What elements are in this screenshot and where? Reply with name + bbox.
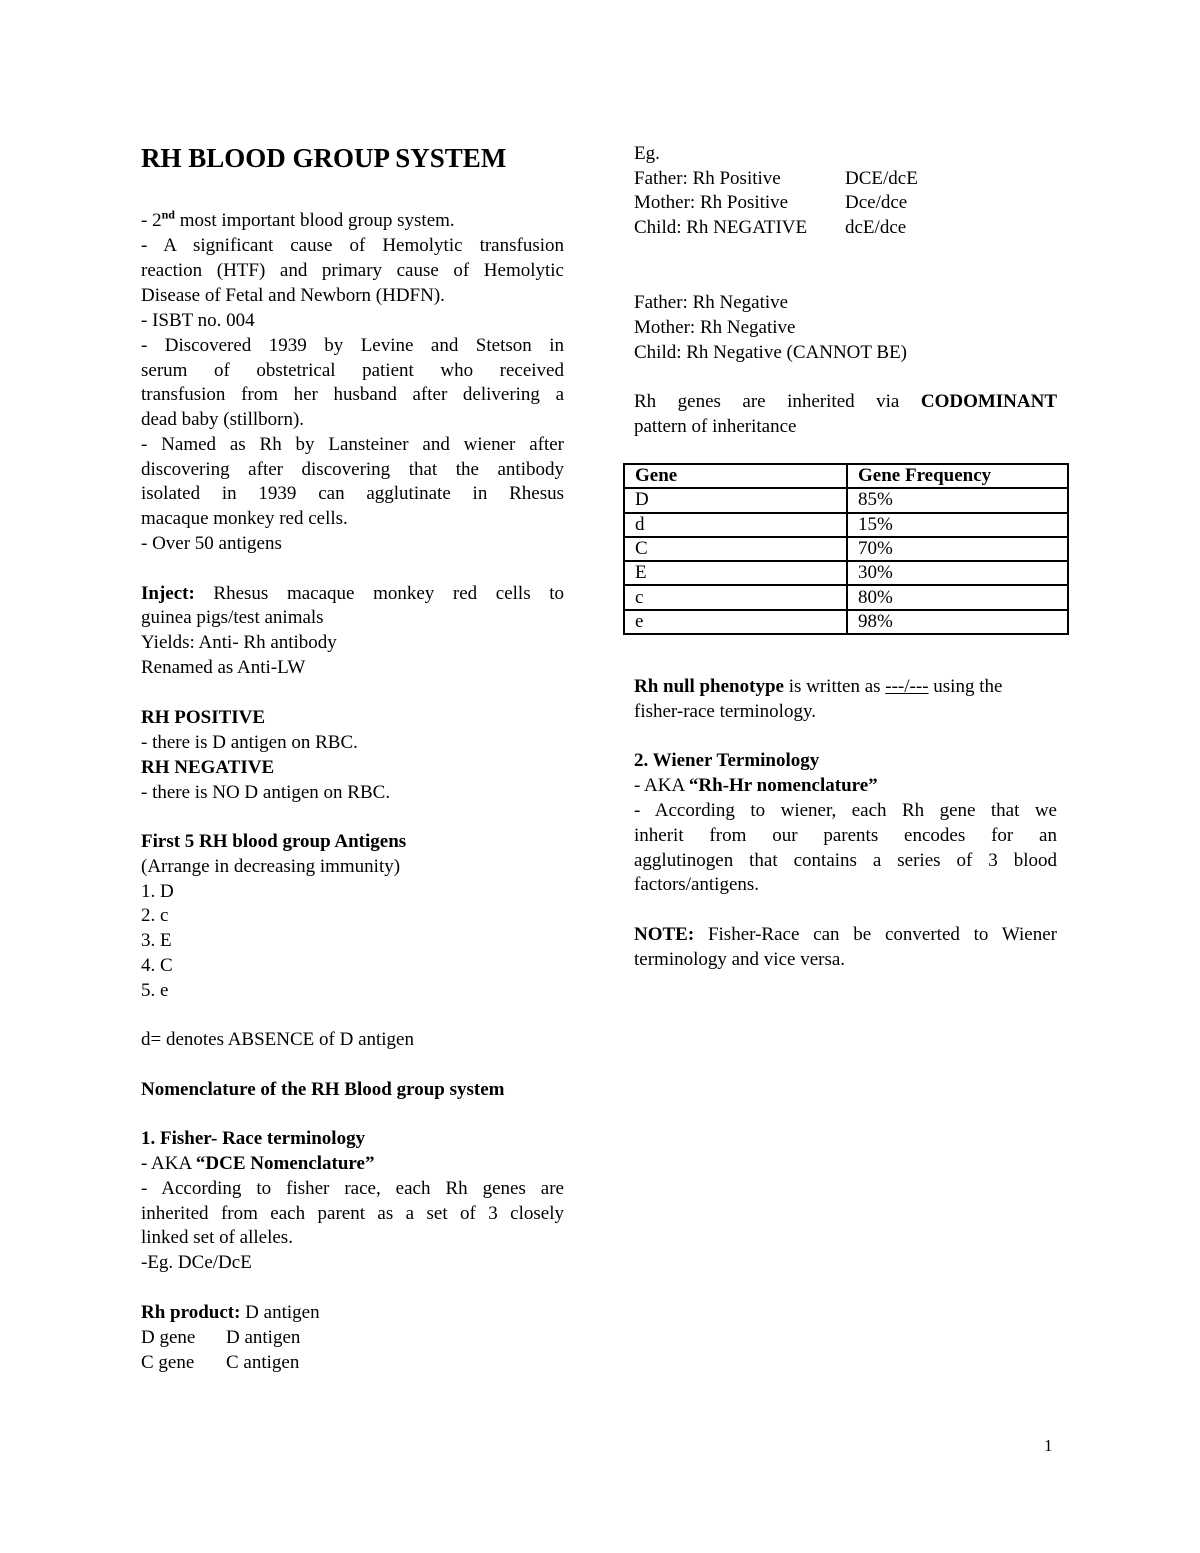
intro-line-2: - A significant cause of Hemolytic transfusion [141, 235, 564, 256]
page-title: RH BLOOD GROUP SYSTEM [141, 143, 507, 173]
inject-line-2: guinea pigs/test animals [141, 607, 324, 628]
table-row [624, 537, 1068, 561]
table-row [624, 513, 1068, 537]
inject-line-3: Yields: Anti- Rh antibody [141, 632, 337, 653]
table-header-frequency: Gene Frequency [847, 464, 1068, 488]
fisher-line-4: -Eg. DCe/DcE [141, 1252, 252, 1273]
table-cell: c [624, 585, 847, 609]
wiener-line-4: factors/antigens. [634, 874, 760, 895]
intro-line-8: transfusion from her husband after delivering a [141, 384, 564, 405]
antigens-subheading: (Arrange in decreasing immunity) [141, 856, 401, 877]
codominant-line-2: pattern of inheritance [634, 416, 797, 437]
example2-line: Mother: Rh Negative [634, 317, 796, 338]
intro-line-1: - 2nd most important blood group system. [141, 207, 455, 231]
table-row [624, 561, 1068, 585]
intro-line-14: - Over 50 antigens [141, 533, 282, 554]
intro-line-10: - Named as Rh by Lansteiner and wiener after [141, 434, 564, 455]
table-cell: 98% [847, 610, 1068, 634]
d-absence-note: d= denotes ABSENCE of D antigen [141, 1029, 414, 1050]
wiener-line-1: - According to wiener, each Rh gene that we [634, 800, 1057, 821]
inject-line-4: Renamed as Anti-LW [141, 657, 306, 678]
table-header-row [624, 464, 1068, 488]
fisher-line-2: inherited from each parent as a set of 3 closely [141, 1203, 564, 1224]
table-cell: e [624, 610, 847, 634]
wiener-line-2: inherit from our parents encodes for an [634, 825, 1057, 846]
table-cell: D [624, 488, 847, 512]
table-row [624, 488, 1068, 512]
fisher-aka: - AKA “DCE Nomenclature” [141, 1153, 375, 1174]
inject-label: Inject: [141, 583, 195, 604]
rh-positive-heading: RH POSITIVE [141, 707, 266, 728]
table-cell: 80% [847, 585, 1068, 609]
intro-line-4: Disease of Fetal and Newborn (HDFN). [141, 285, 445, 306]
intro-line-12: isolated in 1939 can agglutinate in Rhesus [141, 483, 564, 504]
intro-line-3: reaction (HTF) and primary cause of Hemolytic [141, 260, 564, 281]
null-phenotype-line-2: fisher-race terminology. [634, 701, 816, 722]
rh-product-row: D gene D antigen [141, 1327, 301, 1348]
table-cell: C [624, 537, 847, 561]
wiener-heading: 2. Wiener Terminology [634, 750, 820, 771]
eg-label: Eg. [634, 143, 660, 164]
fisher-heading: 1. Fisher- Race terminology [141, 1128, 366, 1149]
intro-line-11: discovering after discovering that the antibody [141, 459, 564, 480]
gene-frequency-table [623, 463, 1069, 635]
example1-row: Father: Rh Positive DCE/dcE [634, 168, 918, 189]
example2-line: Child: Rh Negative (CANNOT BE) [634, 342, 908, 363]
table-cell: 85% [847, 488, 1068, 512]
antigen-item: 3. E [141, 930, 172, 951]
table-cell: 70% [847, 537, 1068, 561]
note-line-1: NOTE: Fisher-Race can be converted to Wiener [634, 924, 1057, 945]
intro-line-9: dead baby (stillborn). [141, 409, 305, 430]
table-header-gene: Gene [624, 464, 847, 488]
example1-row: Child: Rh NEGATIVE dcE/dce [634, 217, 907, 238]
intro-line-5: - ISBT no. 004 [141, 310, 255, 331]
table-row [624, 610, 1068, 634]
codominant-line-1: Rh genes are inherited via CODOMINANT [634, 391, 1058, 412]
antigen-item: 2. c [141, 905, 169, 926]
antigen-item: 4. C [141, 955, 173, 976]
intro-line-13: macaque monkey red cells. [141, 508, 348, 529]
note-line-2: terminology and vice versa. [634, 949, 846, 970]
rh-product-row: C gene C antigen [141, 1352, 300, 1373]
fisher-line-3: linked set of alleles. [141, 1227, 293, 1248]
antigens-heading: First 5 RH blood group Antigens [141, 831, 407, 852]
wiener-line-3: agglutinogen that contains a series of 3 blood [634, 850, 1057, 871]
fisher-line-1: - According to fisher race, each Rh genes are [141, 1178, 564, 1199]
antigen-item: 1. D [141, 881, 174, 902]
intro-line-6: - Discovered 1939 by Levine and Stetson in [141, 335, 564, 356]
example1-row: Mother: Rh Positive Dce/dce [634, 192, 908, 213]
nomenclature-heading: Nomenclature of the RH Blood group system [141, 1079, 505, 1100]
example2-line: Father: Rh Negative [634, 292, 789, 313]
table-cell: 15% [847, 513, 1068, 537]
rh-positive-text: - there is D antigen on RBC. [141, 732, 358, 753]
wiener-aka: - AKA “Rh-Hr nomenclature” [634, 775, 878, 796]
inject-line-1: Inject: Rhesus macaque monkey red cells to [141, 583, 564, 604]
rh-negative-text: - there is NO D antigen on RBC. [141, 782, 391, 803]
table-cell: 30% [847, 561, 1068, 585]
antigen-item: 5. e [141, 980, 169, 1001]
table-cell: d [624, 513, 847, 537]
table-cell: E [624, 561, 847, 585]
table-row [624, 585, 1068, 609]
null-phenotype-line-1: Rh null phenotype is written as ---/--- using the [634, 676, 1003, 697]
intro-line-7: serum of obstetrical patient who received [141, 360, 564, 381]
rh-negative-heading: RH NEGATIVE [141, 757, 275, 778]
rh-product-line: Rh product: D antigen [141, 1302, 320, 1323]
page-number: 1 [1044, 1436, 1053, 1455]
